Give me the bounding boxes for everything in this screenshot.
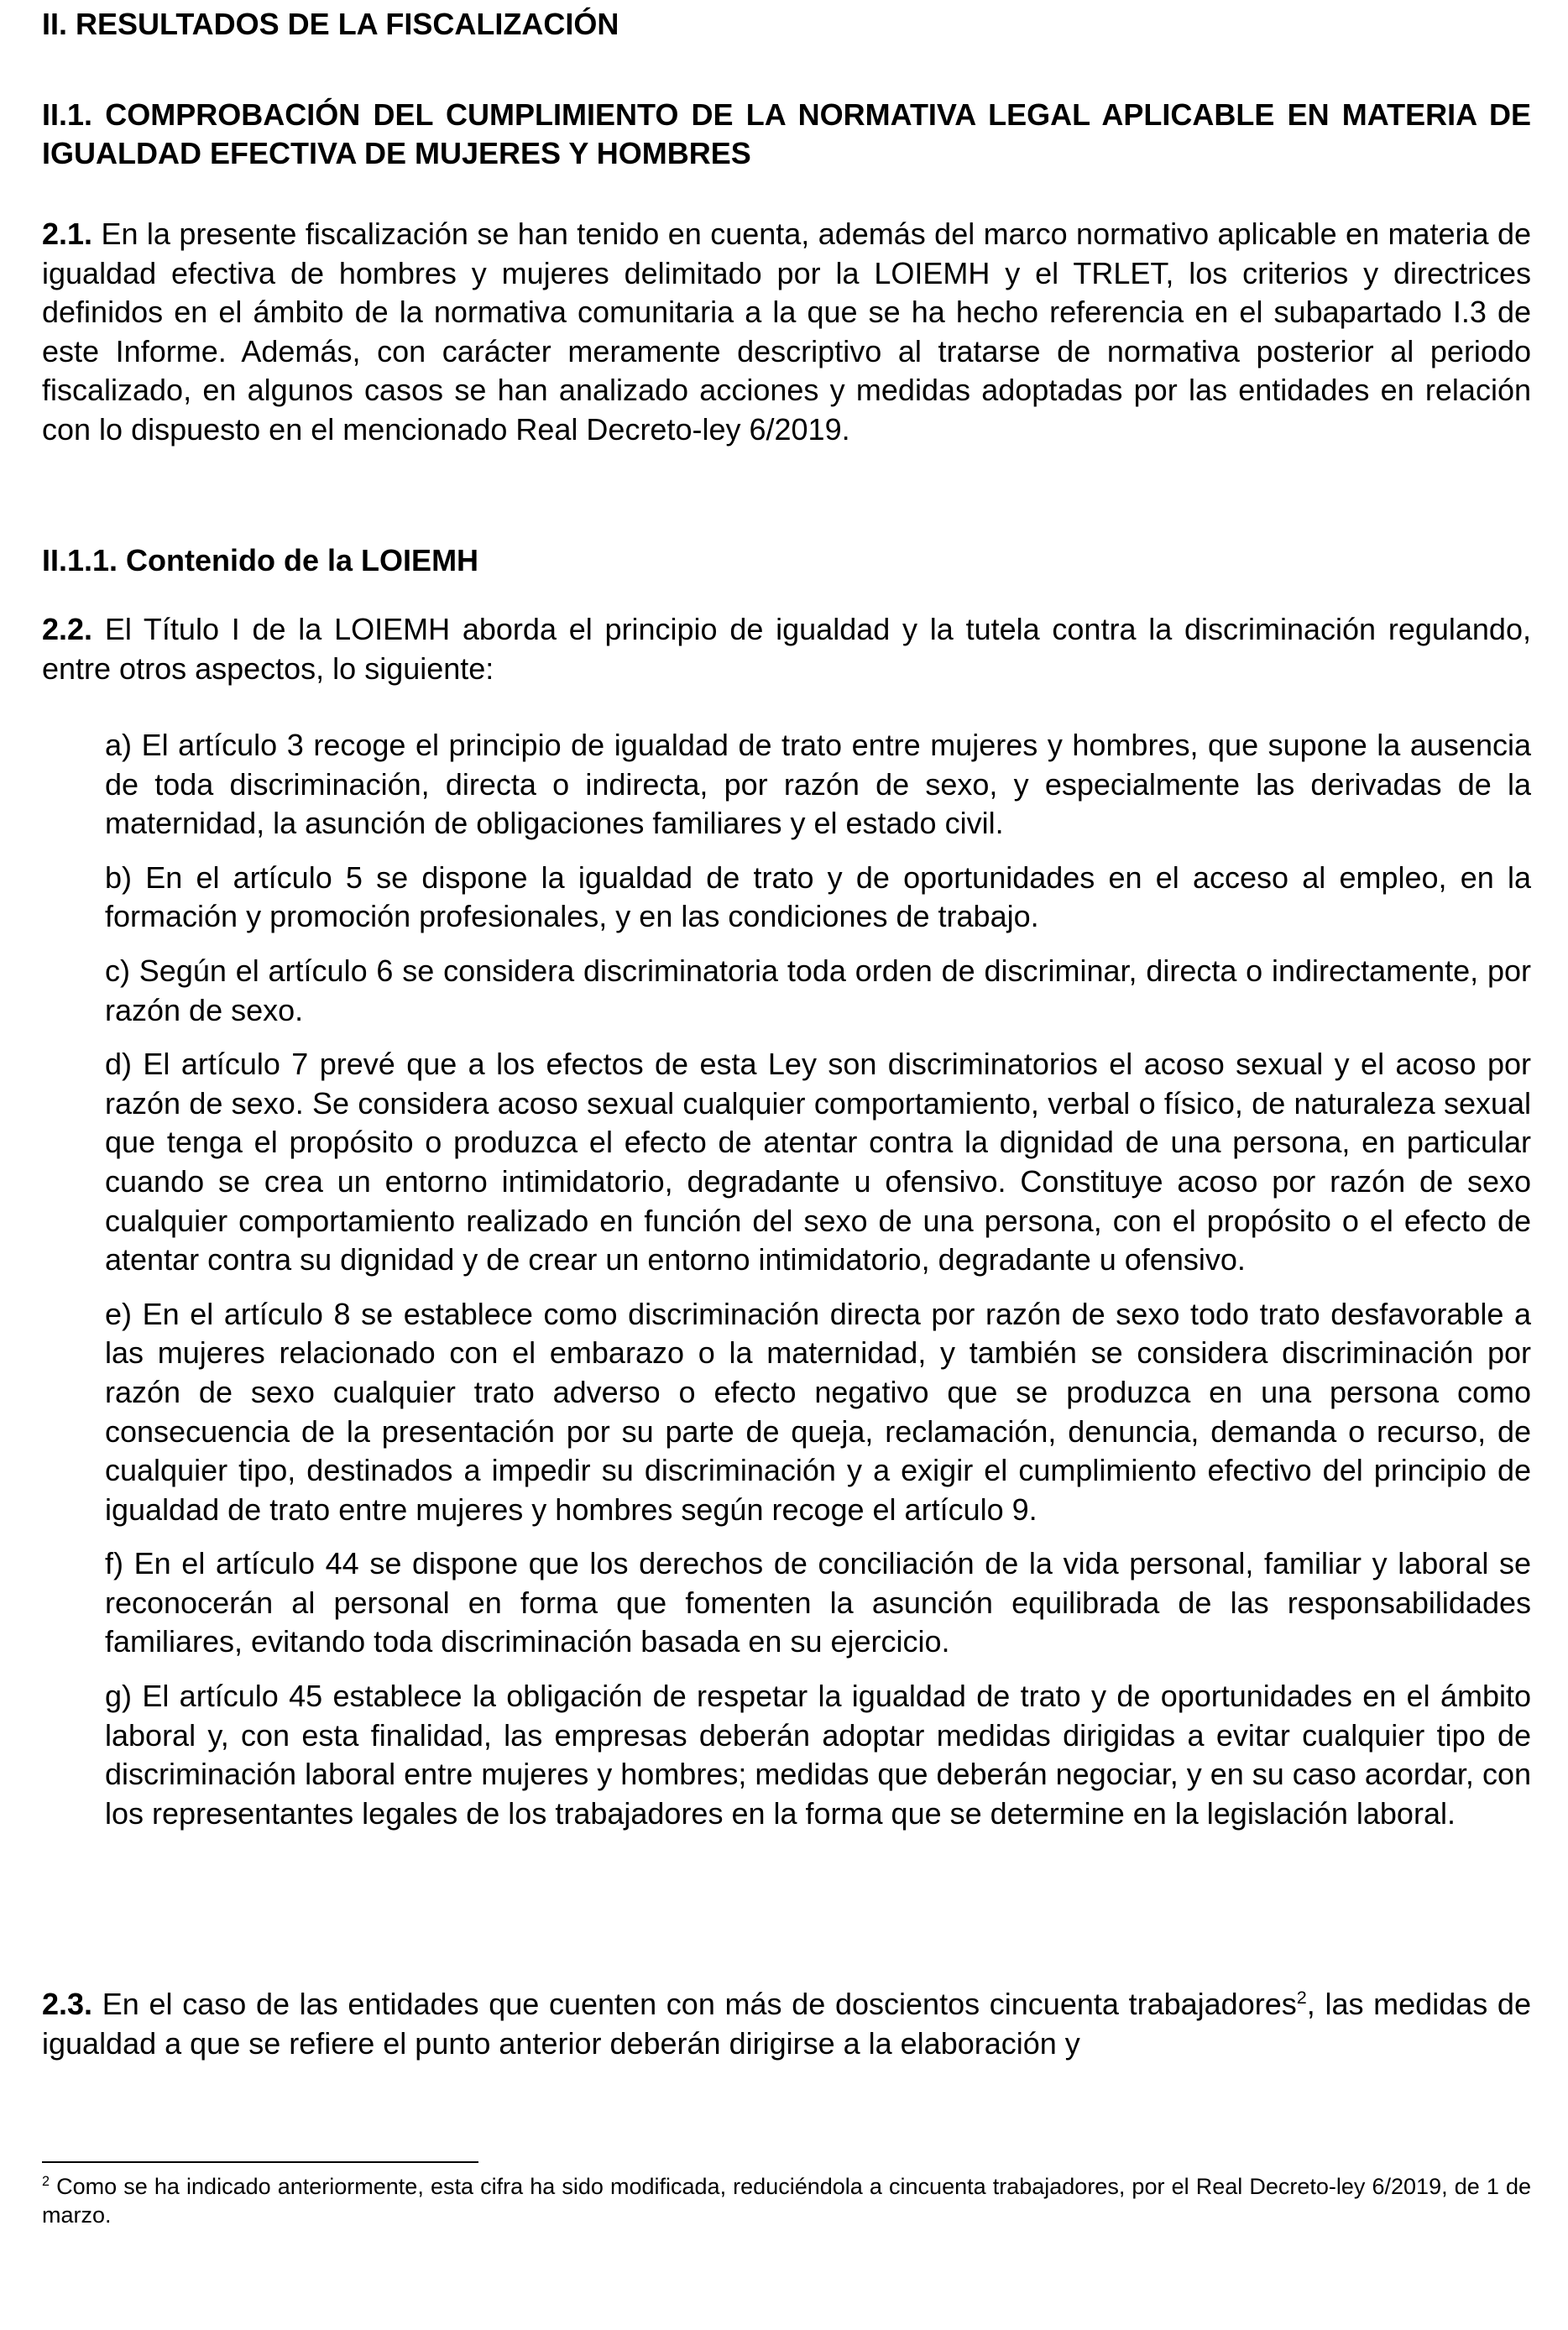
footnote <box>42 2172 1531 2229</box>
paragraph-number: 2.3. <box>42 1987 93 2021</box>
subsection-title: II.1. COMPROBACIÓN DEL CUMPLIMIENTO DE LA NORMATIVA LEGAL APLICABLE EN MATERIA DE IGUALDAD EFECTIVA DE MUJERES Y HOMBRES <box>42 97 1531 170</box>
list-item: e) En el artículo 8 se establece como discriminación directa por razón de sexo todo trato desfavorable a las mujeres relacionado con el embarazo o la maternidad, y también se considera discriminación por razón de sexo cualquier trato adverso o efecto negativo que se produzca en una persona como consecuencia de la presentación por su parte de queja, reclamación, denuncia, demanda o recurso, de cualquier tipo, destinados a impedir su discriminación y a exigir el cumplimiento efectivo del principio de igualdad de trato entre mujeres y hombres según recoge el artículo 9. <box>105 1296 1531 1527</box>
paragraph-text: En la presente fiscalización se han tenido en cuenta, además del marco normativo aplicable en materia de igualdad efectiva de hombres y mujeres delimitado por la LOIEMH y el TRLET, los criterios y directrices definidos en el ámbito de la normativa comunitaria a la que se ha hecho referencia en el subapartado I.3 de este Informe. Además, con carácter meramente descriptivo al tratarse de normativa posterior al periodo fiscalizado, en algunos casos se han analizado acciones y medidas adoptadas por las entidades en relación con lo dispuesto en el mencionado Real Decreto-ley 6/2019. <box>42 217 1531 447</box>
footnote-text: Como se ha indicado anteriormente, esta cifra ha sido modificada, reduciéndola a cincuenta trabajadores, por el Real Decreto-ley 6/2019, de 1 de marzo. <box>42 2174 1531 2228</box>
section-title: II. RESULTADOS DE LA FISCALIZACIÓN <box>42 7 619 41</box>
paragraph-2-2 <box>42 610 1531 688</box>
footnote-reference[interactable]: 2 <box>1296 1987 1307 2008</box>
list-item: f) En el artículo 44 se dispone que los derechos de conciliación de la vida personal, familiar y laboral se reconocerán al personal en forma que fomenten la asunción equilibrada de las responsabilidades familiares, evitando toda discriminación basada en su ejercicio. <box>105 1546 1531 1659</box>
article-list <box>105 726 1531 1848</box>
footnote-marker: 2 <box>42 2174 50 2189</box>
paragraph-2-1 <box>42 215 1531 450</box>
list-item: g) El artículo 45 establece la obligación de respetar la igualdad de trato y de oportunidades en el ámbito laboral y, con esta finalidad, las empresas deberán adoptar medidas dirigidas a evitar cualquier tipo de discriminación laboral entre mujeres y hombres; medidas que deberán negociar, y en su caso acordar, con los representantes legales de los trabajadores en la forma que se determine en la legislación laboral. <box>105 1679 1531 1831</box>
paragraph-text: El Título I de la LOIEMH aborda el principio de igualdad y la tutela contra la discriminación regulando, entre otros aspectos, lo siguiente: <box>42 612 1531 686</box>
list-item: d) El artículo 7 prevé que a los efectos de esta Ley son discriminatorios el acoso sexual y el acoso por razón de sexo. Se considera acoso sexual cualquier comportamiento, verbal o físico, de naturaleza sexual que tenga el propósito o produzca el efecto de atentar contra la dignidad de una persona, en particular cuando se crea un entorno intimidatorio, degradante u ofensivo. Constituye acoso por razón de sexo cualquier comportamiento realizado en función del sexo de una persona, con el propósito o el efecto de atentar contra su dignidad y de crear un entorno intimidatorio, degradante u ofensivo. <box>105 1047 1531 1277</box>
list-item: b) En el artículo 5 se dispone la igualdad de trato y de oportunidades en el acceso al empleo, en la formación y promoción profesionales, y en las condiciones de trabajo. <box>105 859 1531 934</box>
paragraph-number: 2.2. <box>42 612 93 646</box>
paragraph-text-continued: , las medidas de igualdad a que se refiere el punto anterior deberán dirigirse a la elaboración y <box>42 1987 1531 2061</box>
paragraph-text: En el caso de las entidades que cuenten con más de doscientos cincuenta trabajadores <box>102 1987 1297 2021</box>
sub-subsection-title: II.1.1. Contenido de la LOIEMH <box>42 543 479 577</box>
list-item: c) Según el artículo 6 se considera discriminatoria toda orden de discriminar, directa o indirectamente, por razón de sexo. <box>105 953 1531 1027</box>
footnote-separator <box>42 2161 478 2163</box>
paragraph-number: 2.1. <box>42 217 93 251</box>
paragraph-2-3 <box>42 1985 1531 2063</box>
list-item: a) El artículo 3 recoge el principio de igualdad de trato entre mujeres y hombres, que supone la ausencia de toda discriminación, directa o indirecta, por razón de sexo, y especialmente las derivadas de la maternidad, la asunción de obligaciones familiares y el estado civil. <box>105 728 1531 841</box>
